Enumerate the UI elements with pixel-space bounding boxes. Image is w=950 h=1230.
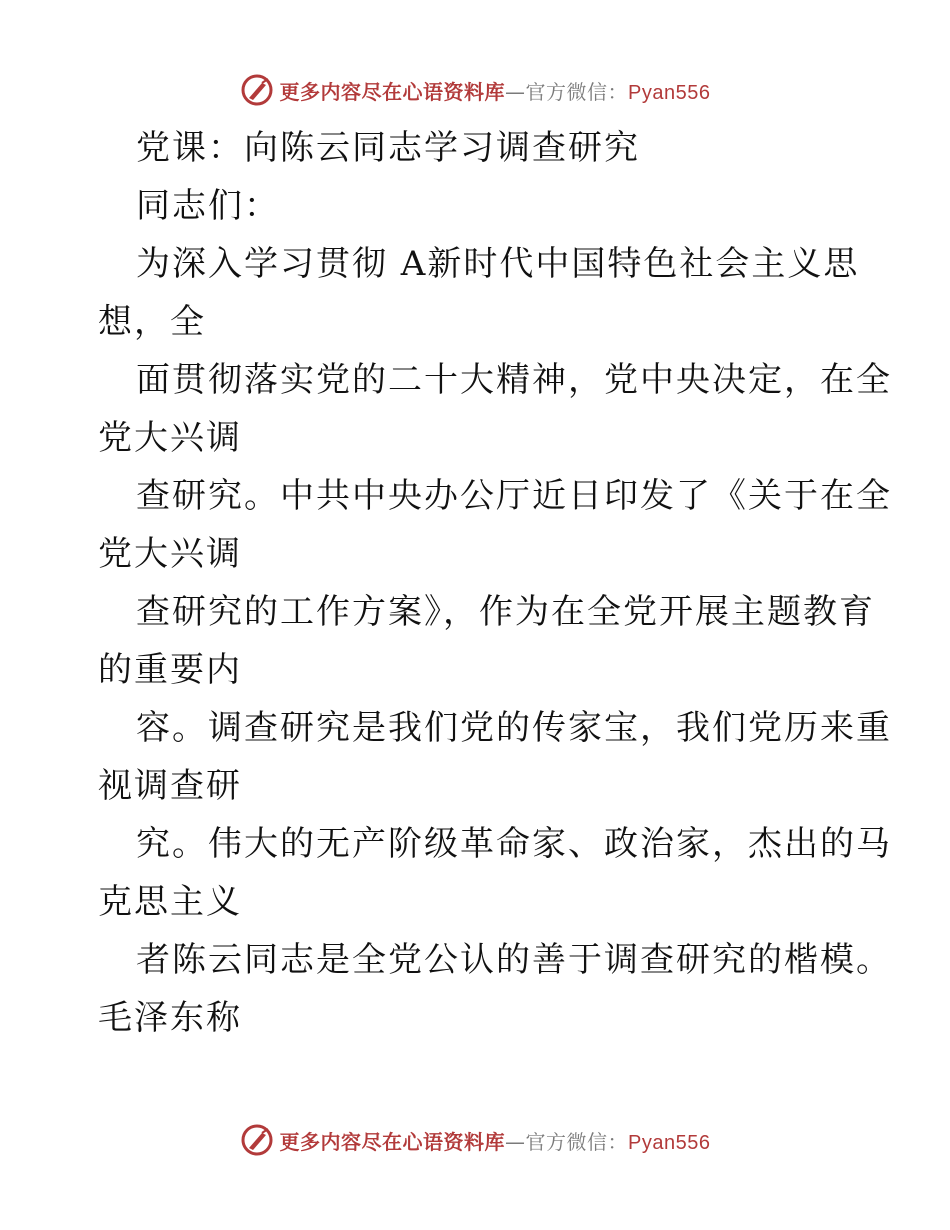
paragraph-line: 的重要内 — [98, 650, 242, 690]
paragraph-line: 党大兴调 — [98, 418, 242, 458]
paragraph-line: 者陈云同志是全党公认的善于调查研究的楷模。 — [136, 940, 892, 980]
paragraph-line: 毛泽东称 — [98, 998, 242, 1038]
header-watermark — [0, 70, 950, 110]
paragraph-line: 克思主义 — [98, 882, 242, 922]
quill-pen-circle-icon — [240, 73, 274, 107]
paragraph-line: 视调查研 — [98, 766, 242, 806]
paragraph-line: 面贯彻落实党的二十大精神，党中央决定，在全 — [136, 360, 892, 400]
footer-watermark — [0, 1120, 950, 1160]
paragraph-line: 查研究的工作方案》，作为在全党开展主题教育 — [136, 592, 875, 632]
watermark-account: Pyan556 — [628, 1131, 711, 1154]
watermark-site-text: 更多内容尽在心语资料库 — [279, 1129, 506, 1154]
watermark-separator: — — [505, 1129, 526, 1154]
paragraph-line: 为深入学习贯彻 A新时代中国特色社会主义思 — [136, 244, 860, 284]
watermark-separator: — — [505, 79, 526, 104]
document-title: 党课：向陈云同志学习调查研究 — [136, 128, 640, 168]
greeting: 同志们： — [136, 186, 280, 226]
paragraph-line: 党大兴调 — [98, 534, 242, 574]
paragraph-line: 想，全 — [98, 302, 206, 342]
paragraph-line: 查研究。中共中央办公厅近日印发了《关于在全 — [136, 476, 892, 516]
watermark-text — [280, 76, 711, 105]
paragraph-line: 容。调查研究是我们党的传家宝，我们党历来重 — [136, 708, 892, 748]
quill-pen-circle-icon — [240, 1123, 274, 1157]
watermark-label: 官方微信： — [525, 1129, 629, 1154]
watermark-site-text: 更多内容尽在心语资料库 — [279, 79, 506, 104]
watermark-text — [280, 1126, 711, 1155]
watermark-account: Pyan556 — [628, 81, 711, 104]
paragraph-line: 究。伟大的无产阶级革命家、政治家，杰出的马 — [136, 824, 892, 864]
watermark-label: 官方微信： — [525, 79, 629, 104]
